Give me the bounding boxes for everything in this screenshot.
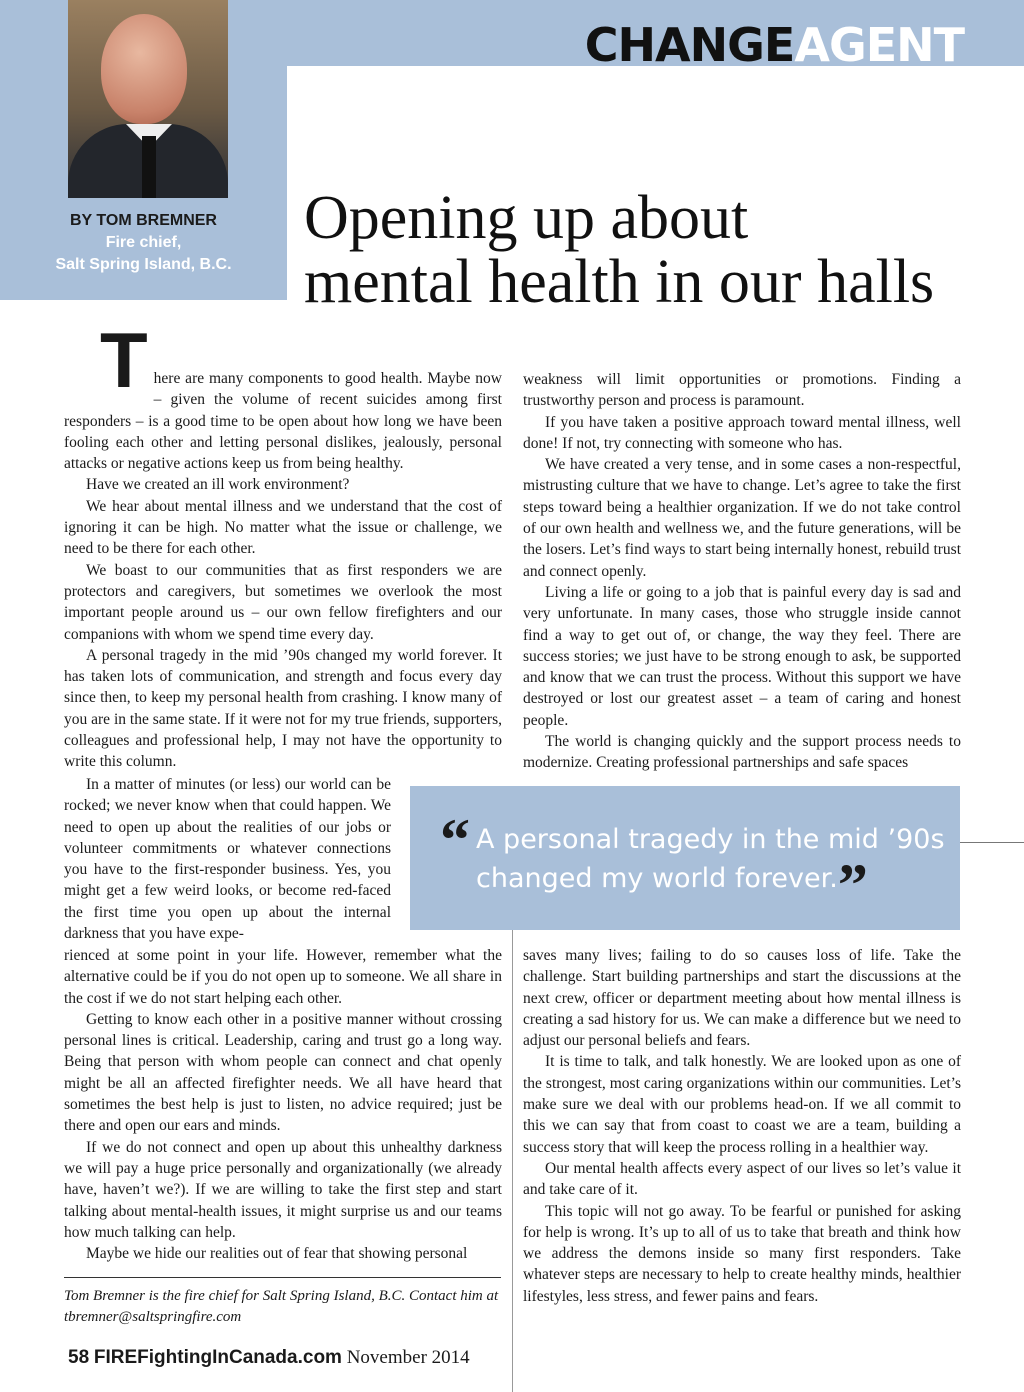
byline [0,210,287,276]
right-column-bottom [523,945,961,1307]
department-label: CHANGEAGENT [584,18,964,72]
paragraph: We boast to our communities that as first responders we are protectors and caregivers, but sometimes we overlook the most important people around us – our own fellow firefighters and our companions with whom we spend time every day. [64,561,502,643]
author-bio: Tom Bremner is the fire chief for Salt Spring Island, B.C. Contact him at tbremner@saltspringfire.com [64,1288,499,1325]
divider [960,842,1024,843]
author-name: BY TOM BREMNER [70,212,217,229]
pull-quote-text: A personal tragedy in the mid ’90s changed my world forever. [476,824,945,894]
left-column-narrow [64,774,391,944]
paragraph: Getting to know each other in a positive manner without crossing personal lines is critical. Leadership, caring and trust go a long way. Being that person with whom people can connect and chat openly might be all an affected firefighter needs. We all have heard that sometimes the best help is just to listen, no advice required; just be there and open our ears and minds. [64,1010,502,1135]
paragraph: A personal tragedy in the mid ’90s changed my world forever. It has taken lots of communication, and strength and focus every day since then, to keep my personal health from crashing. I know many of you are in the same state. If it were not for my true friends, supporters, colleagues and professional help, I may not have the opportunity to write this column. [64,646,502,771]
issue-date: November 2014 [346,1347,470,1368]
paragraph: This topic will not go away. To be fearful or punished for asking for help is wrong. It’s up to all of us to take that breath and think how we address the demons inside so many first responders. Take whatever steps are necessary to help to create healthy minds, healthier lifestyles, less stress, and fewer pains and fears. [523,1202,961,1305]
left-column-top [64,316,502,773]
paragraph: T here are many components to good health. Maybe now – given the volume of recent suicides among first responders – is a good time to be open about how long we have been fooling each other and letting personal dislikes, jealously, personal attacks or negative actions keep us from being healthy. [64,316,502,473]
author-location: Salt Spring Island, B.C. [55,256,232,273]
paragraph: Have we created an ill work environment? [86,476,350,494]
paragraph: In a matter of minutes (or less) our world can be rocked; we never know when that could happen. We need to open up about the realities of our jobs or volunteer commitments or whatever connections you have to the first-responder business. Yes, you might get a few weird looks, or become red-faced the first time you open up about the internal darkness that you have expe- [64,776,391,943]
close-quote-mark: ” [837,852,868,918]
website-link[interactable]: FIREFightingInCanada.com [93,1347,342,1368]
paragraph: We hear about mental illness and we understand that the cost of ignoring it can be high. No matter what the issue or challenge, we need to be there for each other. [64,497,502,558]
page-number: 58 [68,1347,90,1368]
pull-quote [410,786,960,930]
paragraph: Maybe we hide our realities out of fear that showing personal [86,1245,468,1263]
paragraph: If you have taken a positive approach toward mental illness, well done! If not, try connecting with someone who has. [523,413,961,452]
drop-cap: T [100,316,148,404]
page-footer [68,1346,470,1370]
right-column-top [523,369,961,774]
open-quote-mark: “ [440,807,470,873]
paragraph: The world is changing quickly and the support process needs to modernize. Creating professional partnerships and safe spaces [523,733,961,772]
author-role: Fire chief, [105,234,182,251]
paragraph: rienced at some point in your life. However, remember what the alternative could be if you do not open up to someone. We all share in the cost if we do not start helping each other. [64,947,502,1007]
paragraph: Our mental health affects every aspect of our lives so let’s value it and take care of it. [523,1159,961,1199]
left-column-bottom [64,945,502,1264]
author-photo [68,0,228,198]
divider [64,1277,501,1278]
paragraph: saves many lives; failing to do so causes loss of life. Take the challenge. Start building partnerships and start the discussions at the next crew, officer or department meeting about how mental illness is creating a sad history for us. We can make a difference but we need to adjust our personal beliefs and fears. [523,947,961,1050]
paragraph: If we do not connect and open up about this unhealthy darkness we will pay a huge price personally and organizationally (we already have, haven’t we?). If we are willing to take the first step and start talking about mental-health issues, it might surprise us and our teams how much talking can help. [64,1138,502,1241]
paragraph: It is time to talk, and talk honestly. We are looked upon as one of the strongest, most caring organizations within our communities. Let’s make sure we deal with our problems head-on. If we all commit to this we can say that from coast to coast we are a team, building a success story that will keep the process rolling in a healthier way. [523,1053,961,1156]
paragraph: We have created a very tense, and in some cases a non-respectful, mistrusting culture that we have to change. Let’s agree to take the first steps toward being a healthier organization. If we do not take control of our own health and wellness we, and the future generations, will be the losers. Let’s find ways to start being internally honest, rebuild trust and connect openly. [523,456,961,580]
article-title: Opening up about mental health in our halls [304,184,935,316]
column-divider [512,930,513,1392]
paragraph: weakness will limit opportunities or promotions. Finding a trustworthy person and process is paramount. [523,371,961,410]
paragraph: Living a life or going to a job that is painful every day is sad and very unfortunate. In many cases, those who struggle inside cannot find a way to get out of, or change, the way they feel. There are success stories; we just have to be strong enough to ask, be supported and know that we can trust the process. Without this support we have destroyed or lost our greatest asset – a team of caring and honest people. [523,583,961,729]
